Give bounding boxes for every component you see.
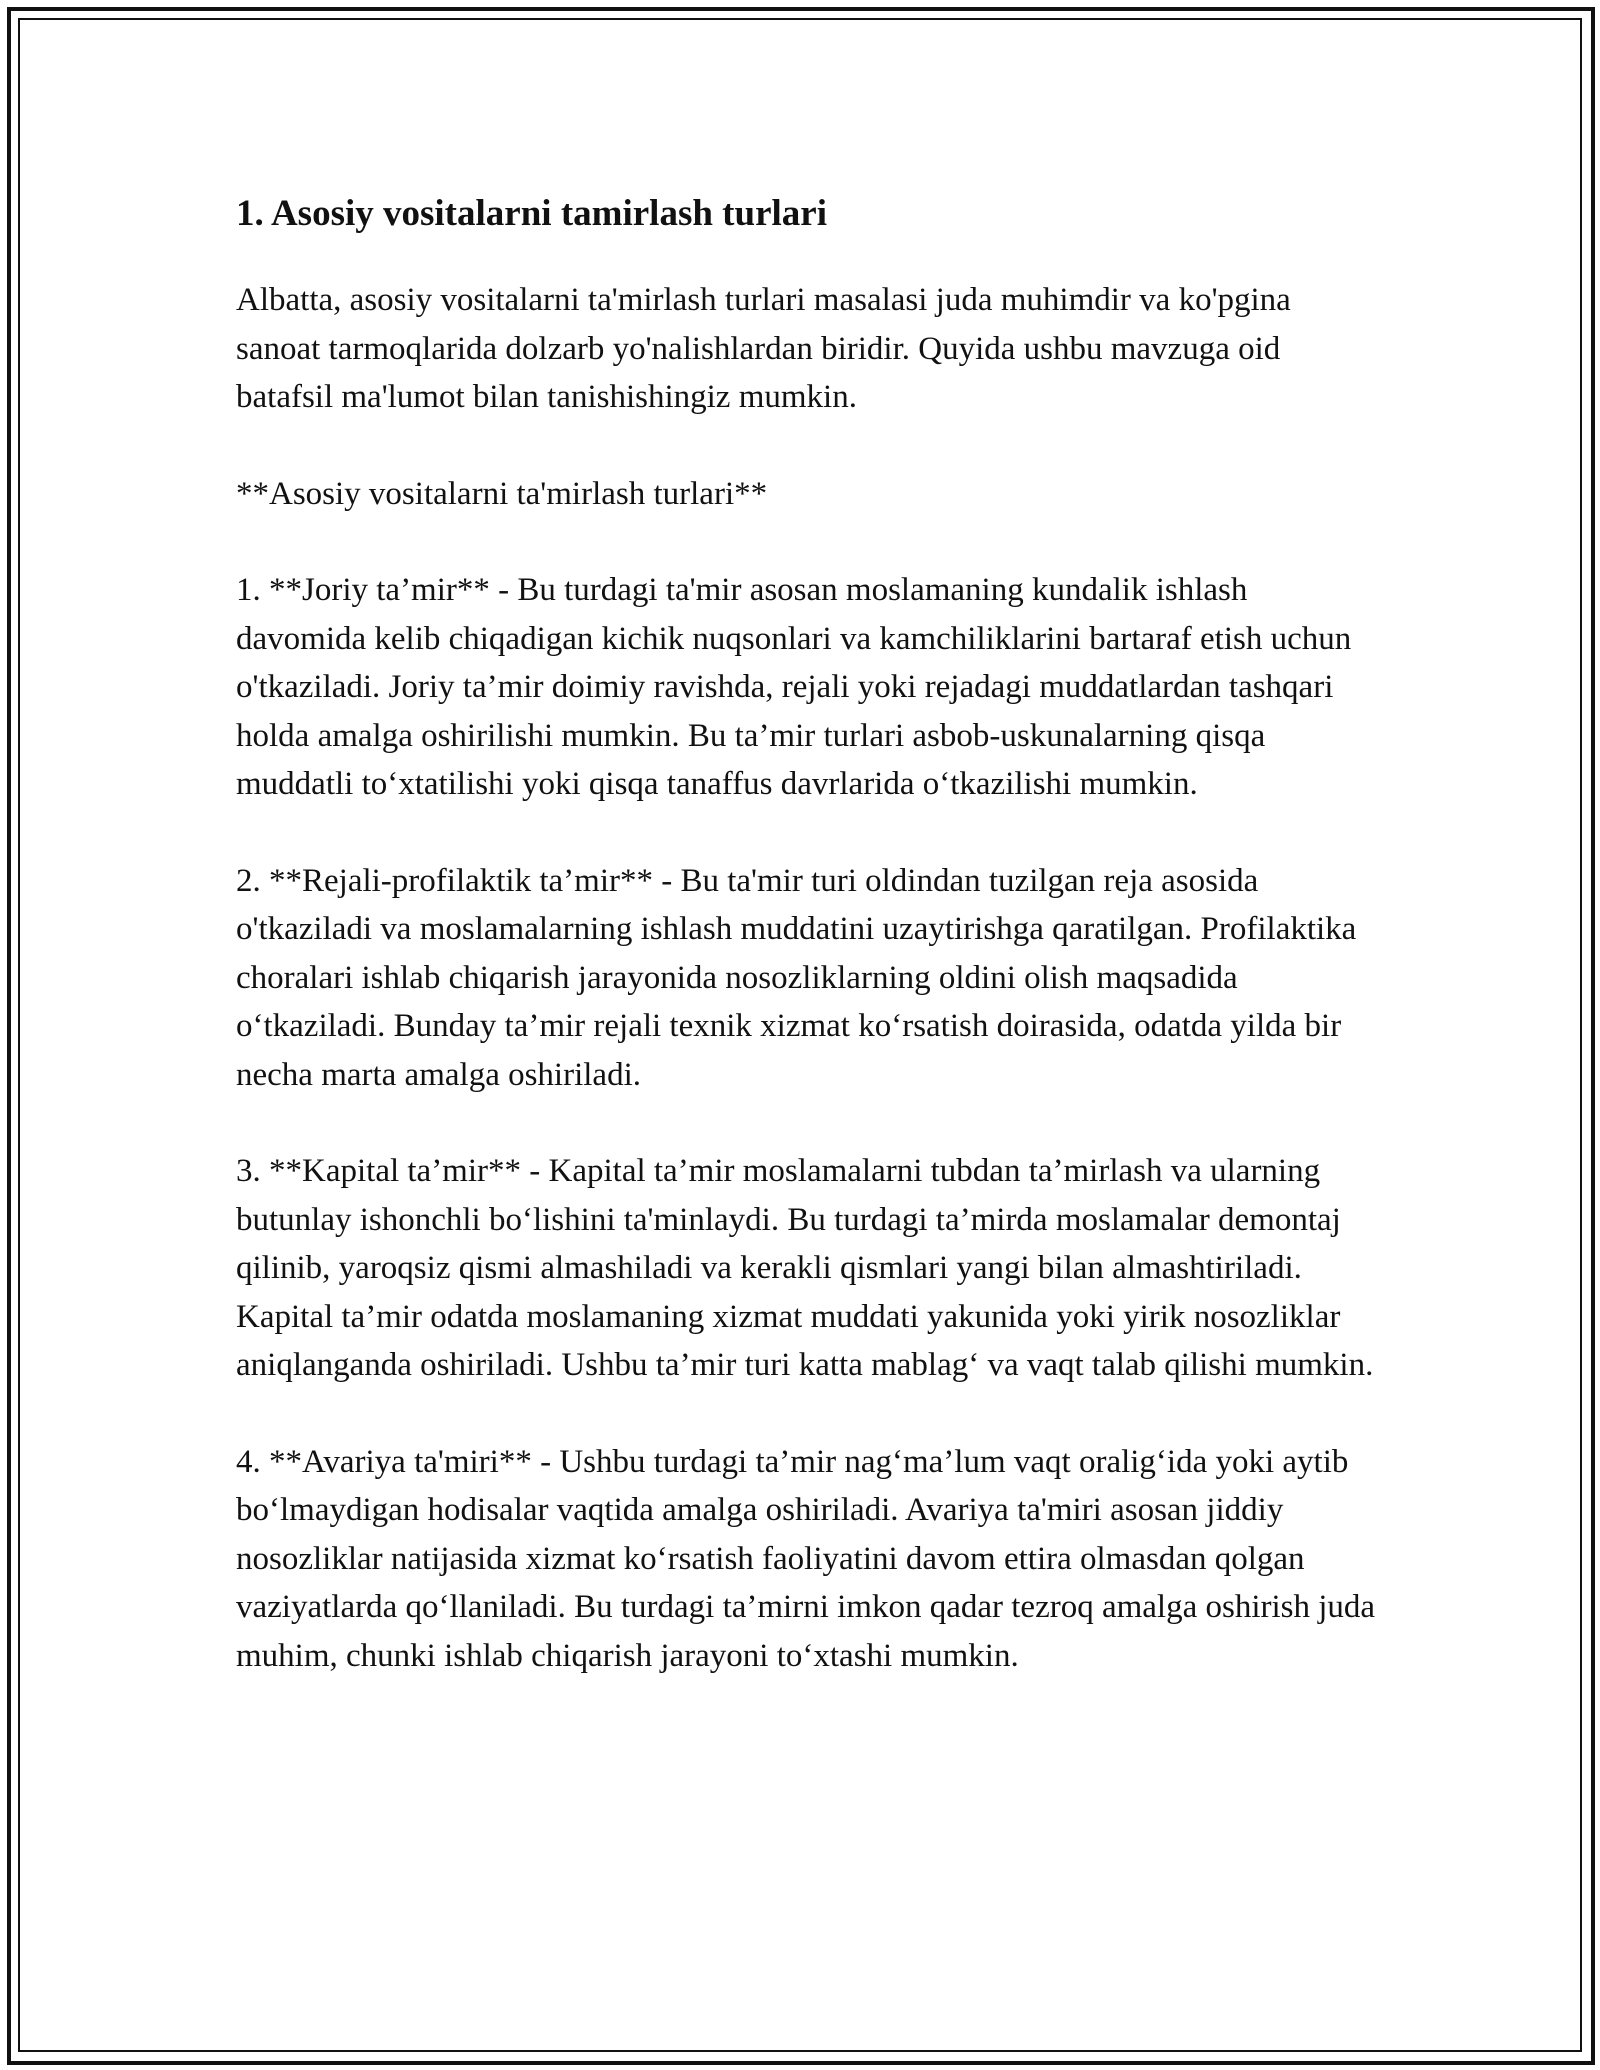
document-body: [236, 188, 1376, 1680]
repair-type-preventive-paragraph: 2. **Rejali-profilaktik ta’mir** - Bu ta'mir turi oldindan tuzilgan reja asosida o'tkaziladi va moslamalarning ishlash muddatini uzaytirishga qaratilgan. Profilaktika choralari ishlab chiqarish jarayonida nosozliklarning oldini olish maqsadida o‘tkaziladi. Bunday ta’mir rejali texnik xizmat ko‘rsatish doirasida, odatda yilda bir necha marta amalga oshiriladi.: [236, 862, 1357, 1093]
repair-type-emergency-paragraph: 4. **Avariya ta'miri** - Ushbu turdagi ta’mir nag‘ma’lum vaqt oralig‘ida yoki aytib bo‘lmaydigan hodisalar vaqtida amalga oshiriladi. Avariya ta'miri asosan jiddiy nosozliklar natijasida xizmat ko‘rsatish faoliyatini davom ettira olmasdan qolgan vaziyatlarda qo‘llaniladi. Bu turdagi ta’mirni imkon qadar tezroq amalga oshirish juda muhim, chunki ishlab chiqarish jarayoni to‘xtashi mumkin.: [236, 1443, 1376, 1674]
repair-type-capital-paragraph: 3. **Kapital ta’mir** - Kapital ta’mir moslamalarni tubdan ta’mirlash va ularning butunlay ishonchli bo‘lishini ta'minlaydi. Bu turdagi ta’mirda moslamalar demontaj qilinib, yaroqsiz qismi almashiladi va kerakli qismlari yangi bilan almashtiriladi. Kapital ta’mir odatda moslamaning xizmat muddati yakunida yoki yirik nosozliklar aniqlanganda oshiriladi. Ushbu ta’mir turi katta mablag‘ va vaqt talab qilishi mumkin.: [236, 1153, 1374, 1383]
intro-paragraph: Albatta, asosiy vositalarni ta'mirlash turlari masalasi juda muhimdir va ko'pgina sanoat tarmoqlarida dolzarb yo'nalishlardan biridir. Quyida ushbu mavzuga oid batafsil ma'lumot bilan tanishishingiz mumkin.: [236, 282, 1291, 415]
section-heading: 1. Asosiy vositalarni tamirlash turlari: [236, 193, 827, 234]
subheading-paragraph: **Asosiy vositalarni ta'mirlash turlari**: [236, 475, 768, 512]
repair-type-current-paragraph: 1. **Joriy ta’mir** - Bu turdagi ta'mir asosan moslamaning kundalik ishlash davomida kelib chiqadigan kichik nuqsonlari va kamchiliklarini bartaraf etish uchun o'tkaziladi. Joriy ta’mir doimiy ravishda, rejali yoki rejadagi muddatlardan tashqari holda amalga oshirilishi mumkin. Bu ta’mir turlari asbob-uskunalarning qisqa muddatli to‘xtatilishi yoki qisqa tanaffus davrlarida o‘tkazilishi mumkin.: [236, 572, 1352, 802]
